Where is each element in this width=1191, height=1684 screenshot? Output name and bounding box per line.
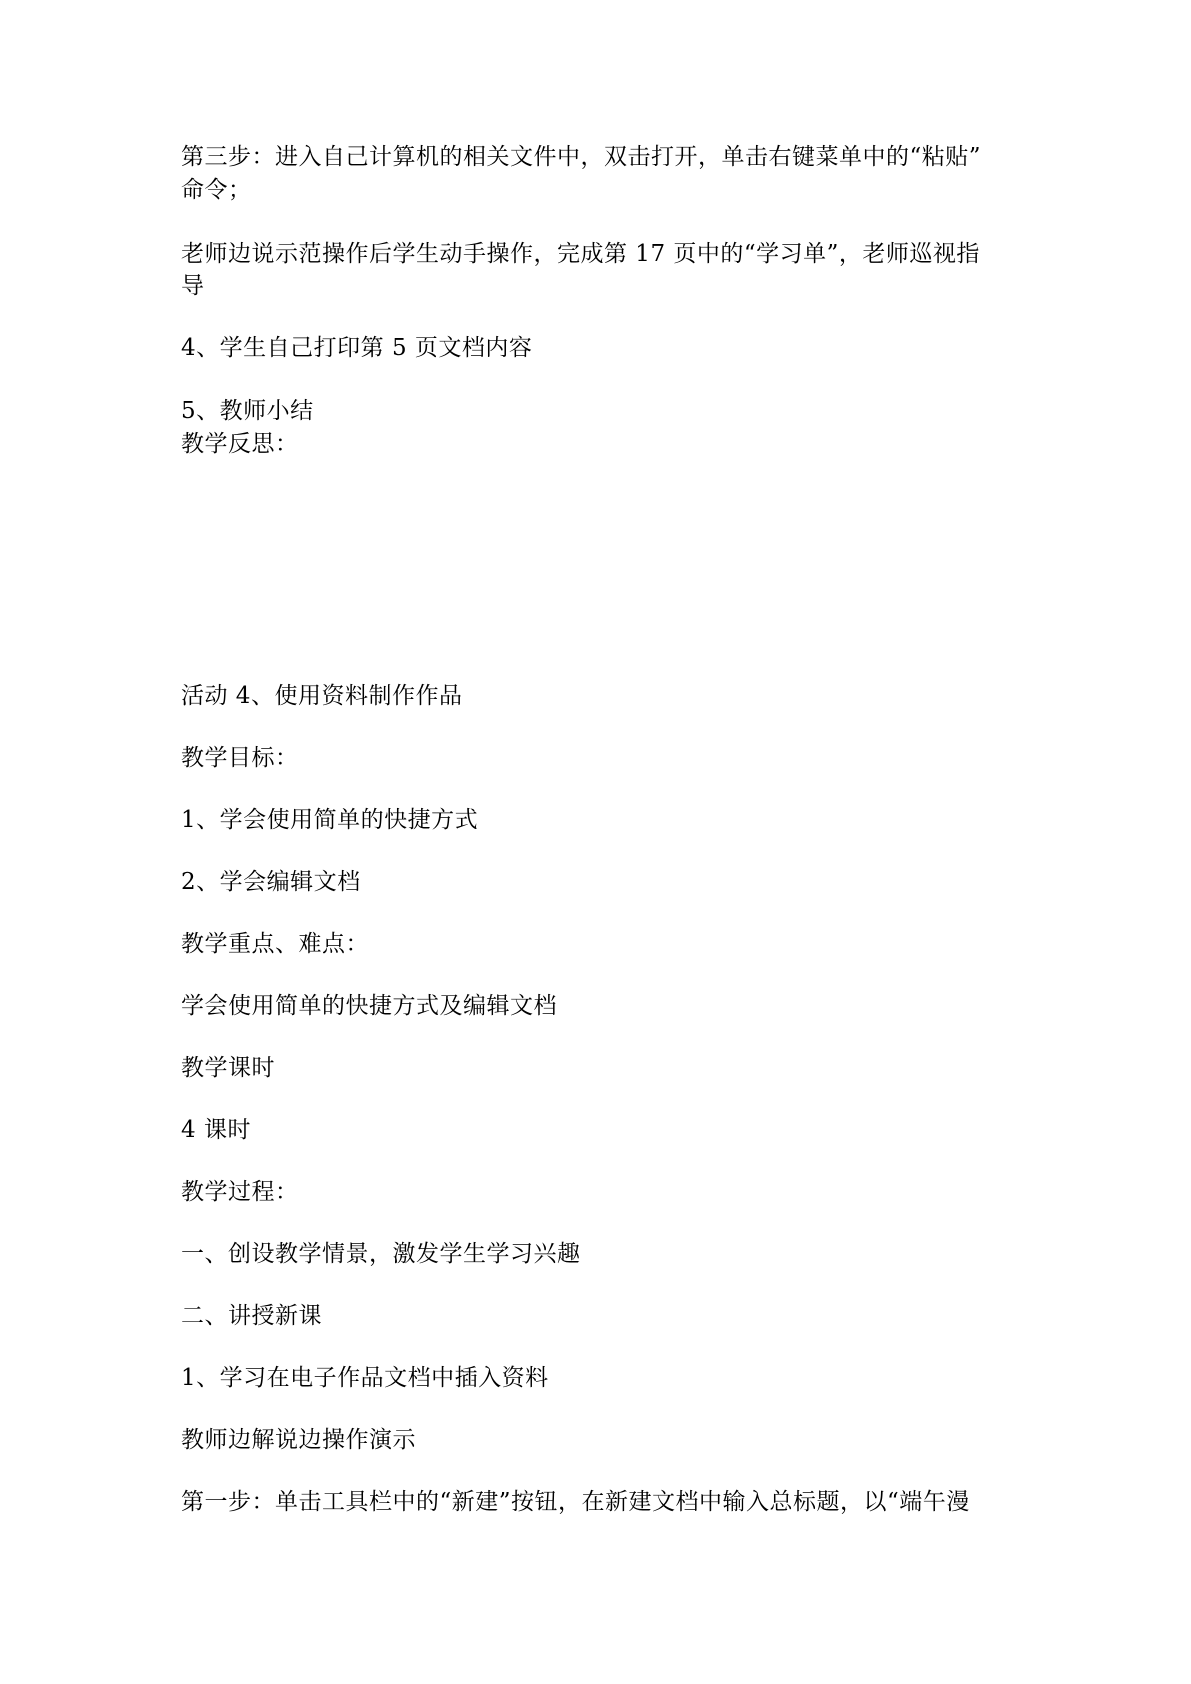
text-line-item-4: 4、学生自己打印第 5 页文档内容 (181, 335, 533, 361)
text-line-hours-heading: 教学课时 (181, 1055, 275, 1081)
text-line-insert-material: 1、学习在电子作品文档中插入资料 (181, 1365, 549, 1391)
text-line-step1: 第一步：单击工具栏中的“新建”按钮，在新建文档中输入总标题，以“端午漫 (181, 1489, 970, 1515)
text-line-process-2: 二、讲授新课 (181, 1303, 322, 1329)
text-line-hours: 4 课时 (181, 1117, 251, 1143)
text-line-step3-cont: 命令； (181, 177, 252, 203)
text-line-reflection: 教学反思： (181, 431, 299, 457)
text-line-process-1: 一、创设教学情景，激发学生学习兴趣 (181, 1241, 581, 1267)
text-line-teacher-explain: 教师边解说边操作演示 (181, 1427, 416, 1453)
text-line-objective-2: 2、学会编辑文档 (181, 869, 361, 895)
text-line-teacher-demo: 老师边说示范操作后学生动手操作，完成第 17 页中的“学习单”，老师巡视指 (181, 241, 980, 267)
text-line-objectives-heading: 教学目标： (181, 745, 299, 771)
text-line-key-points-heading: 教学重点、难点： (181, 931, 369, 957)
text-line-key-points: 学会使用简单的快捷方式及编辑文档 (181, 993, 557, 1019)
text-line-teacher-demo-cont: 导 (181, 273, 205, 299)
text-line-objective-1: 1、学会使用简单的快捷方式 (181, 807, 479, 833)
text-line-process-heading: 教学过程： (181, 1179, 299, 1205)
text-line-item-5: 5、教师小结 (181, 398, 314, 424)
text-line-step3: 第三步：进入自己计算机的相关文件中，双击打开，单击右键菜单中的“粘贴” (181, 144, 982, 170)
section-title-activity-4: 活动 4、使用资料制作作品 (181, 683, 463, 709)
